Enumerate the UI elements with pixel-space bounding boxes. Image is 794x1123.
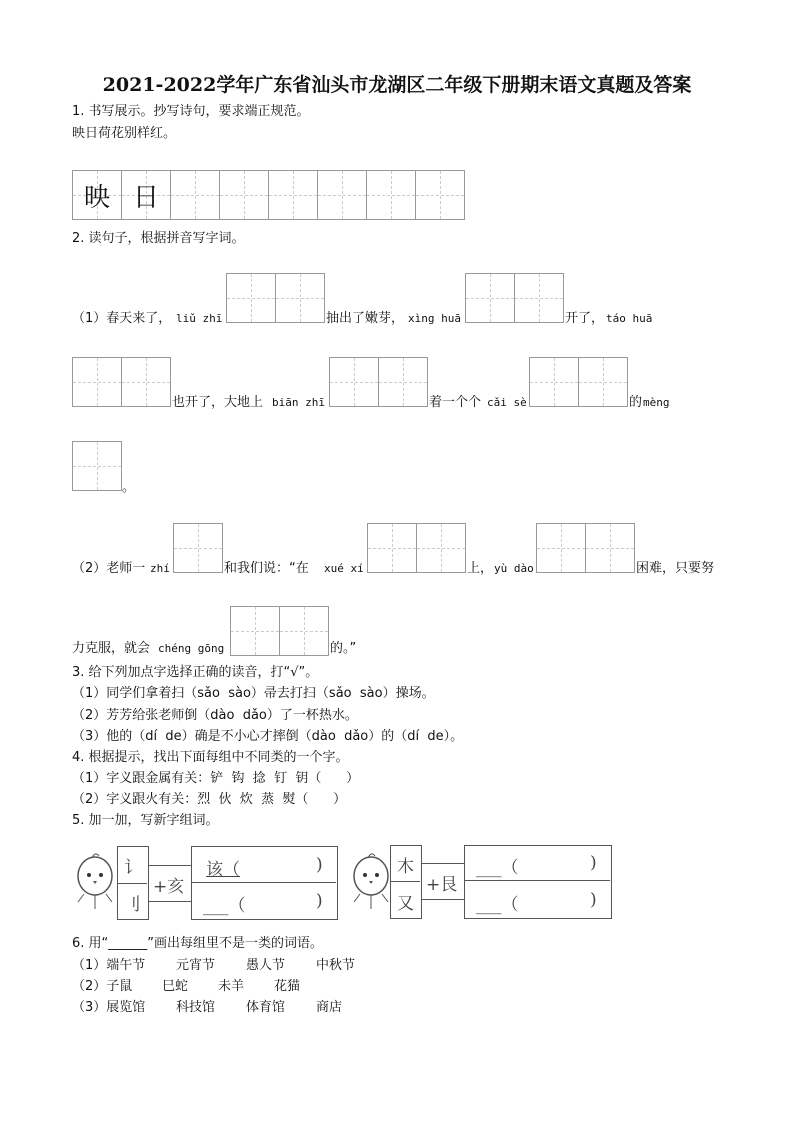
q5-prompt: 5. 加一加，写新字组词。 <box>72 813 219 828</box>
answer-grid[interactable] <box>72 357 171 407</box>
paren: ) <box>590 890 597 910</box>
q4-item: （1）字义跟金属有关：铲 钩 捻 钉 钥（ ） <box>72 771 360 786</box>
answer-grid[interactable] <box>367 523 466 573</box>
word: 中秋节 <box>316 958 356 973</box>
answer-grid[interactable] <box>465 273 564 323</box>
paren: ) <box>590 853 597 873</box>
q2-text: 和我们说：“在 <box>224 561 309 576</box>
word: 体育馆 <box>246 1000 286 1015</box>
word: 巳蛇 <box>162 979 189 994</box>
pinyin: xìng huā <box>408 312 461 325</box>
q2-text: 困难，只要努 <box>636 561 715 576</box>
pinyin: yù dào <box>494 562 534 575</box>
chick-icon <box>74 850 116 912</box>
q1-poem: 映日荷花别样红。 <box>72 126 177 141</box>
pinyin: táo huā <box>606 312 653 325</box>
q2-text: 开了， <box>565 311 605 326</box>
addition: +艮 <box>426 875 458 895</box>
pinyin: liǔ zhī <box>176 312 223 325</box>
q6-prompt: 6. 用“______”画出每组里不是一类的词语。 <box>72 936 324 951</box>
q2-text: 力克服，就会 <box>72 641 151 656</box>
q4-prompt: 4. 根据提示，找出下面每组中不同类的一个字。 <box>72 750 349 765</box>
word: 科技馆 <box>176 1000 216 1015</box>
paren: ) <box>316 891 323 911</box>
radical: 刂 <box>124 895 141 915</box>
q2-text: 抽出了嫩芽， <box>326 311 405 326</box>
q2-prompt: 2. 读句子，根据拼音写字词。 <box>72 231 245 246</box>
q2-text: 也开了，大地上 <box>172 395 264 410</box>
word: 元宵节 <box>176 958 216 973</box>
q2-text: 的 <box>629 395 643 410</box>
answer-grid[interactable] <box>230 606 329 656</box>
pinyin: chéng gōng <box>158 642 225 655</box>
chick-icon <box>350 850 392 912</box>
q2-text: （2）老师一 <box>72 561 146 576</box>
word: 商店 <box>316 1000 343 1015</box>
pinyin: zhí <box>150 562 170 575</box>
word: （3）展览馆 <box>72 1000 146 1015</box>
q6-item <box>72 958 356 974</box>
pinyin: biān zhī <box>272 396 325 409</box>
q2-text: 着一个个 <box>429 395 482 410</box>
q3-prompt: 3. 给下列加点字选择正确的读音，打“√”。 <box>72 665 319 680</box>
word: 愚人节 <box>246 958 286 973</box>
answer-grid[interactable] <box>72 441 122 491</box>
answer-word: 该（ <box>206 860 240 880</box>
radical: 木 <box>397 857 414 877</box>
page-title: 2021-2022学年广东省汕头市龙湖区二年级下册期末语文真题及答案 <box>102 74 692 96</box>
answer-blank[interactable]: ___（ <box>476 858 519 878</box>
q2-text: 。 <box>122 480 136 495</box>
pinyin: mèng <box>643 396 670 409</box>
word: （2）子鼠 <box>72 979 133 994</box>
q2-text: 的。” <box>330 641 357 656</box>
radical: 又 <box>397 894 414 914</box>
answer-grid[interactable] <box>529 357 628 407</box>
answer-blank[interactable]: ___（ <box>476 895 519 915</box>
pinyin: xué xí <box>324 562 364 575</box>
radical: 讠 <box>124 858 141 878</box>
addition: +亥 <box>153 877 185 897</box>
answer-grid[interactable] <box>536 523 635 573</box>
word: 未羊 <box>218 979 245 994</box>
q3-item: （2）芳芳给张老师倒（dào dǎo）了一杯热水。 <box>72 708 358 723</box>
grid-char: 映 <box>83 182 110 213</box>
q2-text: 上， <box>467 561 494 576</box>
q3-item: （1）同学们拿着扫（sǎo sào）帚去打扫（sǎo sào）操场。 <box>72 686 435 701</box>
q1-prompt: 1. 书写展示。抄写诗句，要求端正规范。 <box>72 104 310 119</box>
answer-grid[interactable] <box>226 273 325 323</box>
answer-grid[interactable] <box>173 523 223 573</box>
q4-item: （2）字义跟火有关：烈 伙 炊 蒸 熨（ ） <box>72 792 347 807</box>
grid-char: 日 <box>132 182 159 213</box>
paren: ) <box>316 855 323 875</box>
q3-item: （3）他的（dí de）确是不小心才摔倒（dào dǎo）的（dí de）。 <box>72 729 464 744</box>
q6-item <box>72 1000 343 1016</box>
q2-text: （1）春天来了， <box>72 311 172 326</box>
q1-writing-grid[interactable] <box>72 170 465 220</box>
answer-grid[interactable] <box>329 357 428 407</box>
q6-item <box>72 979 301 995</box>
pinyin: cǎi sè <box>487 396 527 409</box>
word: 花猫 <box>274 979 301 994</box>
answer-blank[interactable]: ___（ <box>203 896 246 916</box>
word: （1）端午节 <box>72 958 146 973</box>
